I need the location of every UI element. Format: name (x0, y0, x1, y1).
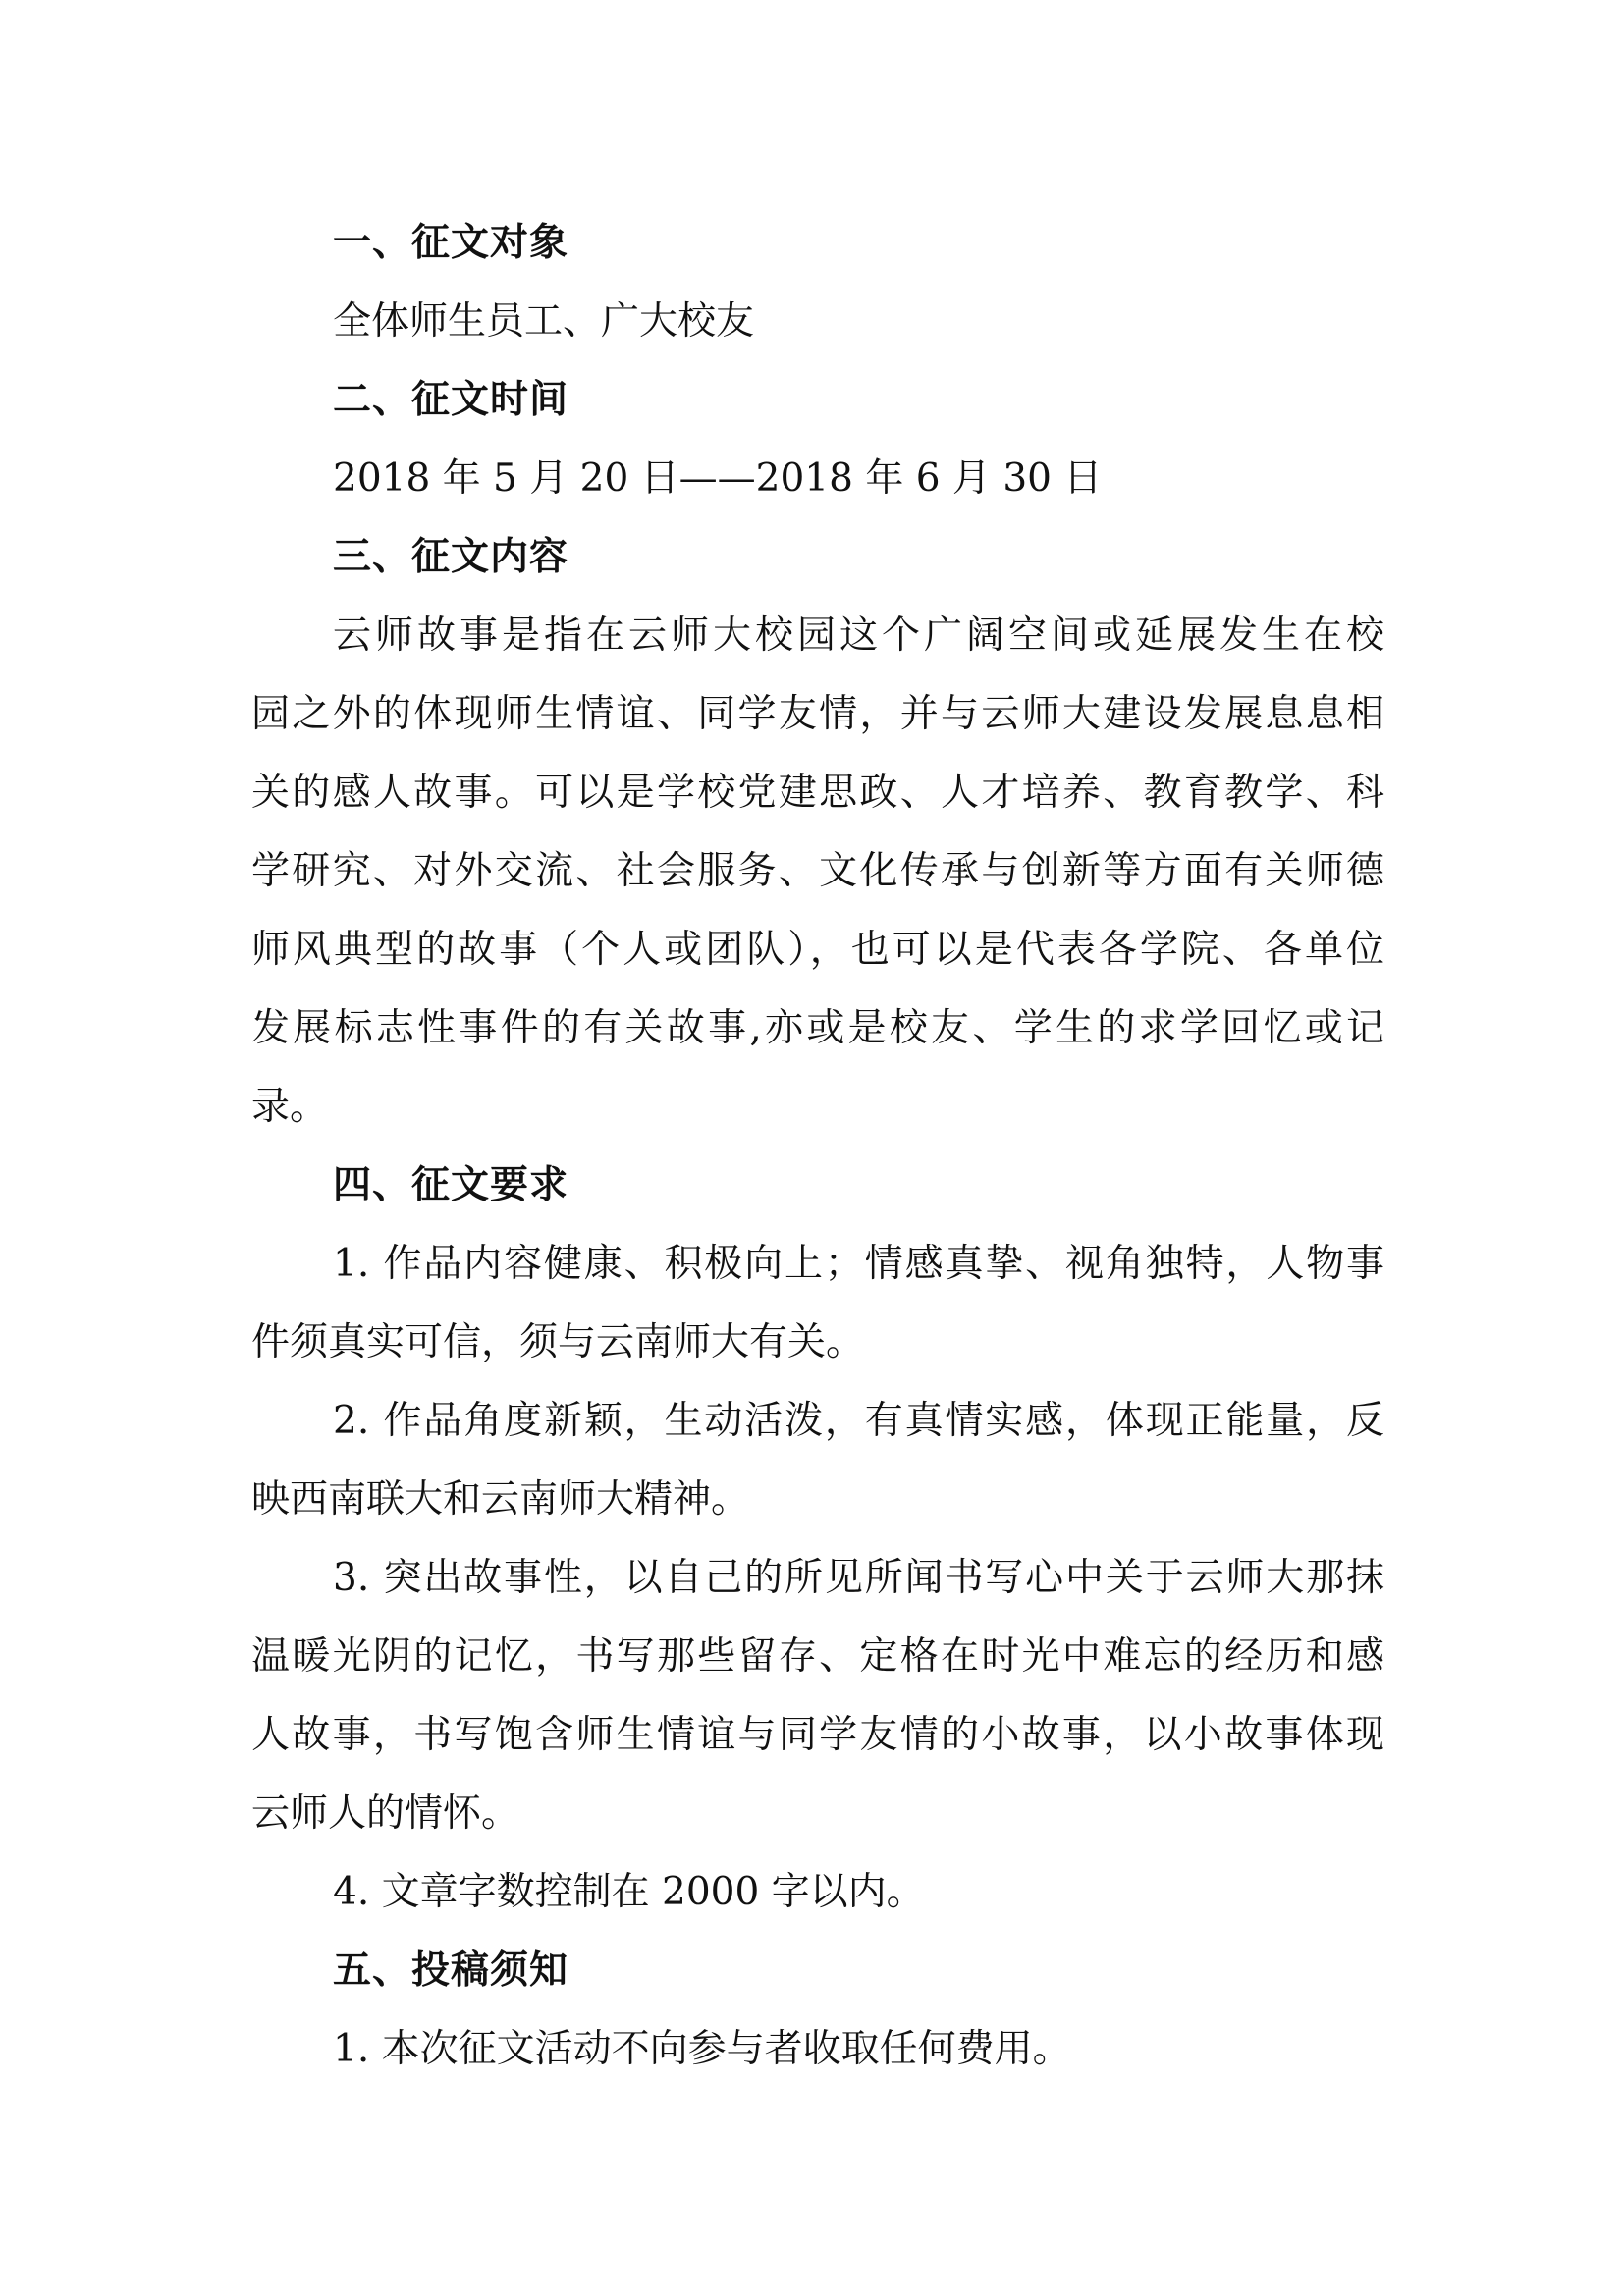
paragraph-line: 发展标志性事件的有关故事,亦或是校友、学生的求学回忆或记 (251, 1006, 1384, 1050)
paragraph-line: 2018 年 5 月 20 日——2018 年 6 月 30 日 (333, 456, 1103, 501)
paragraph-line: 1. 本次征文活动不向参与者收取任何费用。 (333, 2027, 1071, 2071)
paragraph-line: 映西南联大和云南师大精神。 (251, 1477, 750, 1522)
paragraph-line: 云师故事是指在云师大校园这个广阔空间或延展发生在校 (333, 614, 1384, 658)
section-heading: 二、征文时间 (333, 378, 569, 422)
paragraph-line: 云师人的情怀。 (251, 1791, 520, 1836)
paragraph-line: 2. 作品角度新颖，生动活泼，有真情实感，体现正能量，反 (333, 1399, 1384, 1443)
paragraph-line: 件须真实可信，须与云南师大有关。 (251, 1320, 865, 1364)
section-heading: 五、投稿须知 (333, 1949, 569, 1993)
section-heading: 三、征文内容 (333, 535, 569, 579)
paragraph-line: 1. 作品内容健康、积极向上；情感真挚、视角独特，人物事 (333, 1242, 1384, 1286)
section-heading: 四、征文要求 (333, 1163, 569, 1207)
paragraph-line: 关的感人故事。可以是学校党建思政、人才培养、教育教学、科 (251, 771, 1384, 815)
paragraph-line: 全体师生员工、广大校友 (333, 299, 755, 344)
paragraph-line: 录。 (251, 1085, 329, 1129)
paragraph-line: 师风典型的故事（个人或团队），也可以是代表各学院、各单位 (251, 928, 1384, 972)
section-heading: 一、征文对象 (333, 221, 569, 265)
paragraph-line: 4. 文章字数控制在 2000 字以内。 (333, 1870, 925, 1914)
paragraph-line: 人故事，书写饱含师生情谊与同学友情的小故事，以小故事体现 (251, 1713, 1384, 1757)
paragraph-line: 园之外的体现师生情谊、同学友情，并与云师大建设发展息息相 (251, 692, 1384, 736)
paragraph-line: 3. 突出故事性，以自己的所见所闻书写心中关于云师大那抹 (333, 1556, 1384, 1600)
paragraph-line: 学研究、对外交流、社会服务、文化传承与创新等方面有关师德 (251, 849, 1384, 893)
paragraph-line: 温暖光阴的记忆，书写那些留存、定格在时光中难忘的经历和感 (251, 1634, 1384, 1679)
